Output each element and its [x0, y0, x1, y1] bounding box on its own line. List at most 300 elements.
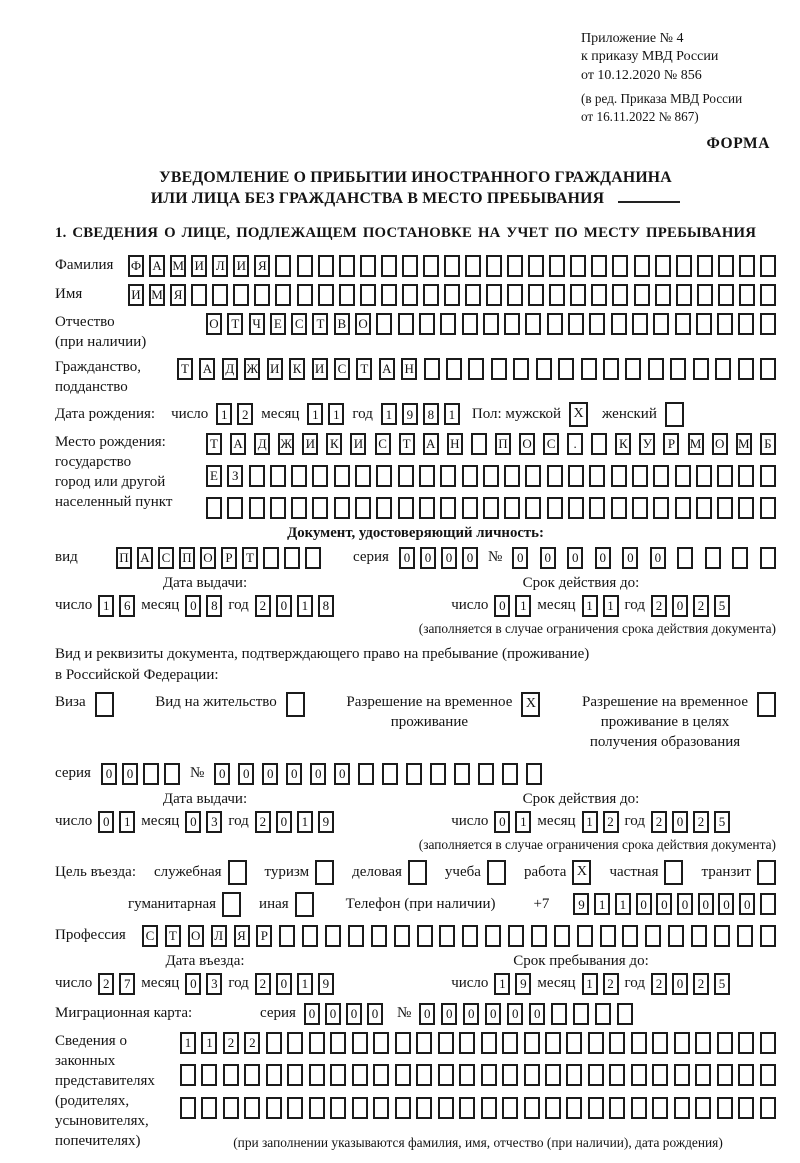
form-cell[interactable]: 1	[582, 973, 598, 995]
temp-edu-permit-checkbox[interactable]	[757, 692, 776, 717]
form-cell[interactable]: М	[149, 284, 165, 306]
form-cell[interactable]: 0	[276, 595, 292, 617]
form-cell[interactable]: М	[688, 433, 704, 455]
form-cell[interactable]	[504, 313, 520, 335]
form-cell[interactable]	[545, 1097, 561, 1119]
form-cell[interactable]: 1	[119, 811, 135, 833]
form-cell[interactable]	[566, 1064, 582, 1086]
form-cell[interactable]: 1	[297, 973, 313, 995]
form-cell[interactable]: 9	[573, 893, 589, 915]
form-cell[interactable]	[373, 1064, 389, 1086]
form-cell[interactable]	[570, 284, 586, 306]
form-cell[interactable]	[395, 1032, 411, 1054]
form-cell[interactable]	[318, 284, 334, 306]
form-cell[interactable]	[609, 1097, 625, 1119]
form-cell[interactable]	[739, 284, 755, 306]
form-cell[interactable]	[588, 1064, 604, 1086]
form-cell[interactable]	[318, 255, 334, 277]
form-cell[interactable]	[254, 284, 270, 306]
form-cell[interactable]	[291, 497, 307, 519]
form-cell[interactable]	[462, 925, 478, 947]
form-cell[interactable]	[525, 465, 541, 487]
form-cell[interactable]: П	[179, 547, 195, 569]
form-cell[interactable]	[591, 433, 607, 455]
form-cell[interactable]: 0	[238, 763, 254, 785]
form-cell[interactable]	[524, 1032, 540, 1054]
form-cell[interactable]	[439, 925, 455, 947]
form-cell[interactable]	[760, 255, 776, 277]
form-cell[interactable]	[201, 1064, 217, 1086]
form-cell[interactable]	[419, 497, 435, 519]
form-cell[interactable]	[180, 1097, 196, 1119]
form-cell[interactable]: 0	[507, 1003, 523, 1025]
form-cell[interactable]	[312, 465, 328, 487]
form-cell[interactable]: А	[423, 433, 439, 455]
form-cell[interactable]: 0	[650, 547, 666, 569]
form-cell[interactable]: Д	[222, 358, 238, 380]
form-cell[interactable]	[330, 1032, 346, 1054]
purpose-tourism-checkbox[interactable]	[315, 860, 334, 885]
form-cell[interactable]: 2	[651, 811, 667, 833]
form-cell[interactable]	[330, 1064, 346, 1086]
form-cell[interactable]	[438, 1097, 454, 1119]
form-cell[interactable]	[611, 497, 627, 519]
form-cell[interactable]: 0	[718, 893, 734, 915]
form-cell[interactable]	[263, 547, 279, 569]
form-cell[interactable]: 0	[463, 1003, 479, 1025]
form-cell[interactable]: 1	[216, 403, 232, 425]
form-cell[interactable]	[334, 497, 350, 519]
form-cell[interactable]: 0	[262, 763, 278, 785]
form-cell[interactable]: 5	[714, 595, 730, 617]
form-cell[interactable]: 0	[462, 547, 478, 569]
form-cell[interactable]	[355, 465, 371, 487]
form-cell[interactable]: 0	[122, 763, 138, 785]
form-cell[interactable]: 1	[98, 595, 114, 617]
form-cell[interactable]: 2	[255, 973, 271, 995]
form-cell[interactable]: 1	[180, 1032, 196, 1054]
form-cell[interactable]	[381, 284, 397, 306]
form-cell[interactable]	[648, 358, 664, 380]
form-cell[interactable]: 0	[98, 811, 114, 833]
form-cell[interactable]	[674, 1032, 690, 1054]
form-cell[interactable]: И	[312, 358, 328, 380]
form-cell[interactable]: 0	[419, 1003, 435, 1025]
form-cell[interactable]	[676, 284, 692, 306]
form-cell[interactable]	[717, 465, 733, 487]
sex-female-checkbox[interactable]	[665, 402, 684, 427]
form-cell[interactable]	[632, 313, 648, 335]
form-cell[interactable]	[738, 465, 754, 487]
form-cell[interactable]	[674, 1064, 690, 1086]
form-cell[interactable]: 2	[98, 973, 114, 995]
form-cell[interactable]	[471, 433, 487, 455]
form-cell[interactable]	[266, 1032, 282, 1054]
residence-permit-checkbox[interactable]	[286, 692, 305, 717]
form-cell[interactable]: 0	[101, 763, 117, 785]
form-cell[interactable]: 0	[672, 811, 688, 833]
form-cell[interactable]	[334, 465, 350, 487]
form-cell[interactable]	[547, 497, 563, 519]
form-cell[interactable]: О	[206, 313, 222, 335]
form-cell[interactable]	[738, 313, 754, 335]
form-cell[interactable]	[465, 284, 481, 306]
form-cell[interactable]	[462, 497, 478, 519]
form-cell[interactable]	[481, 1032, 497, 1054]
form-cell[interactable]	[398, 465, 414, 487]
form-cell[interactable]: 0	[677, 893, 693, 915]
form-cell[interactable]	[718, 255, 734, 277]
form-cell[interactable]	[524, 1064, 540, 1086]
form-cell[interactable]	[573, 1003, 589, 1025]
form-cell[interactable]	[504, 465, 520, 487]
form-cell[interactable]	[558, 358, 574, 380]
form-cell[interactable]	[676, 255, 692, 277]
form-cell[interactable]	[486, 284, 502, 306]
form-cell[interactable]	[419, 465, 435, 487]
form-cell[interactable]	[382, 763, 398, 785]
form-cell[interactable]: Е	[206, 465, 222, 487]
form-cell[interactable]	[695, 1032, 711, 1054]
form-cell[interactable]: К	[289, 358, 305, 380]
form-cell[interactable]: 0	[656, 893, 672, 915]
form-cell[interactable]	[309, 1097, 325, 1119]
visa-checkbox[interactable]	[95, 692, 114, 717]
form-cell[interactable]	[478, 763, 494, 785]
form-cell[interactable]: 2	[693, 973, 709, 995]
form-cell[interactable]: 0	[399, 547, 415, 569]
form-cell[interactable]	[695, 1064, 711, 1086]
form-cell[interactable]	[652, 1097, 668, 1119]
form-cell[interactable]	[406, 763, 422, 785]
form-cell[interactable]: Т	[165, 925, 181, 947]
form-cell[interactable]	[309, 1064, 325, 1086]
form-cell[interactable]	[223, 1097, 239, 1119]
form-cell[interactable]: А	[137, 547, 153, 569]
form-cell[interactable]	[715, 358, 731, 380]
form-cell[interactable]: Ф	[128, 255, 144, 277]
form-cell[interactable]	[266, 1097, 282, 1119]
form-cell[interactable]: А	[199, 358, 215, 380]
form-cell[interactable]: 2	[603, 811, 619, 833]
form-cell[interactable]	[566, 1032, 582, 1054]
form-cell[interactable]	[483, 313, 499, 335]
form-cell[interactable]	[309, 1032, 325, 1054]
form-cell[interactable]	[508, 925, 524, 947]
form-cell[interactable]	[581, 358, 597, 380]
form-cell[interactable]: Е	[270, 313, 286, 335]
form-cell[interactable]	[201, 1097, 217, 1119]
form-cell[interactable]	[483, 465, 499, 487]
form-cell[interactable]: 0	[310, 763, 326, 785]
purpose-transit-checkbox[interactable]	[757, 860, 776, 885]
form-cell[interactable]: Б	[760, 433, 776, 455]
form-cell[interactable]	[465, 255, 481, 277]
form-cell[interactable]	[270, 497, 286, 519]
form-cell[interactable]	[312, 497, 328, 519]
form-cell[interactable]	[568, 497, 584, 519]
form-cell[interactable]	[675, 497, 691, 519]
form-cell[interactable]: 1	[328, 403, 344, 425]
form-cell[interactable]: С	[142, 925, 158, 947]
form-cell[interactable]: 8	[423, 403, 439, 425]
form-cell[interactable]	[502, 1032, 518, 1054]
form-cell[interactable]	[589, 465, 605, 487]
form-cell[interactable]	[760, 1097, 776, 1119]
form-cell[interactable]	[526, 763, 542, 785]
form-cell[interactable]	[545, 1032, 561, 1054]
form-cell[interactable]	[652, 1064, 668, 1086]
form-cell[interactable]	[675, 465, 691, 487]
form-cell[interactable]	[373, 1032, 389, 1054]
form-cell[interactable]	[554, 925, 570, 947]
form-cell[interactable]	[760, 1032, 776, 1054]
form-cell[interactable]	[652, 1032, 668, 1054]
form-cell[interactable]: 2	[693, 811, 709, 833]
form-cell[interactable]	[536, 358, 552, 380]
form-cell[interactable]: 0	[441, 547, 457, 569]
sex-male-checkbox[interactable]: X	[569, 402, 588, 427]
form-cell[interactable]	[603, 358, 619, 380]
form-cell[interactable]	[507, 255, 523, 277]
purpose-private-checkbox[interactable]	[664, 860, 683, 885]
form-cell[interactable]: К	[326, 433, 342, 455]
form-cell[interactable]	[371, 925, 387, 947]
form-cell[interactable]	[717, 1032, 733, 1054]
form-cell[interactable]	[549, 284, 565, 306]
form-cell[interactable]	[444, 284, 460, 306]
form-cell[interactable]	[249, 497, 265, 519]
form-cell[interactable]: Т	[399, 433, 415, 455]
form-cell[interactable]	[717, 497, 733, 519]
form-cell[interactable]: 0	[622, 547, 638, 569]
form-cell[interactable]	[695, 1097, 711, 1119]
form-cell[interactable]	[611, 465, 627, 487]
form-cell[interactable]: 3	[206, 811, 222, 833]
form-cell[interactable]	[440, 465, 456, 487]
form-cell[interactable]	[355, 497, 371, 519]
form-cell[interactable]: 0	[739, 893, 755, 915]
form-cell[interactable]	[507, 284, 523, 306]
form-cell[interactable]: 9	[515, 973, 531, 995]
form-cell[interactable]	[717, 313, 733, 335]
form-cell[interactable]	[670, 358, 686, 380]
form-cell[interactable]: 0	[185, 595, 201, 617]
form-cell[interactable]: 0	[540, 547, 556, 569]
form-cell[interactable]	[738, 497, 754, 519]
form-cell[interactable]: Ж	[278, 433, 294, 455]
form-cell[interactable]: 2	[693, 595, 709, 617]
form-cell[interactable]	[589, 497, 605, 519]
form-cell[interactable]: Я	[170, 284, 186, 306]
form-cell[interactable]	[612, 284, 628, 306]
purpose-other-checkbox[interactable]	[295, 892, 314, 917]
form-cell[interactable]	[524, 1097, 540, 1119]
form-cell[interactable]	[653, 465, 669, 487]
form-cell[interactable]: 0	[346, 1003, 362, 1025]
form-cell[interactable]	[609, 1032, 625, 1054]
form-cell[interactable]: Т	[312, 313, 328, 335]
form-cell[interactable]	[423, 255, 439, 277]
form-cell[interactable]	[416, 1032, 432, 1054]
form-cell[interactable]	[279, 925, 295, 947]
form-cell[interactable]	[291, 465, 307, 487]
form-cell[interactable]: 2	[651, 973, 667, 995]
form-cell[interactable]: 0	[286, 763, 302, 785]
form-cell[interactable]	[325, 925, 341, 947]
form-cell[interactable]	[600, 925, 616, 947]
form-cell[interactable]	[631, 1097, 647, 1119]
form-cell[interactable]: З	[227, 465, 243, 487]
form-cell[interactable]	[424, 358, 440, 380]
form-cell[interactable]	[591, 255, 607, 277]
form-cell[interactable]: 1	[307, 403, 323, 425]
form-cell[interactable]	[402, 255, 418, 277]
form-cell[interactable]	[212, 284, 228, 306]
form-cell[interactable]: 0	[367, 1003, 383, 1025]
form-cell[interactable]: Ч	[249, 313, 265, 335]
form-cell[interactable]: С	[543, 433, 559, 455]
form-cell[interactable]	[591, 284, 607, 306]
form-cell[interactable]: 0	[595, 547, 611, 569]
form-cell[interactable]	[287, 1097, 303, 1119]
form-cell[interactable]: Р	[663, 433, 679, 455]
form-cell[interactable]	[717, 1064, 733, 1086]
form-cell[interactable]	[528, 255, 544, 277]
form-cell[interactable]	[459, 1032, 475, 1054]
form-cell[interactable]: О	[188, 925, 204, 947]
form-cell[interactable]: Н	[447, 433, 463, 455]
form-cell[interactable]: С	[158, 547, 174, 569]
form-cell[interactable]: 1	[615, 893, 631, 915]
form-cell[interactable]	[446, 358, 462, 380]
form-cell[interactable]	[525, 497, 541, 519]
form-cell[interactable]	[668, 925, 684, 947]
form-cell[interactable]: 1	[381, 403, 397, 425]
form-cell[interactable]: 0	[672, 973, 688, 995]
form-cell[interactable]: 1	[444, 403, 460, 425]
form-cell[interactable]	[244, 1064, 260, 1086]
form-cell[interactable]: 0	[698, 893, 714, 915]
form-cell[interactable]: Т	[227, 313, 243, 335]
form-cell[interactable]	[551, 1003, 567, 1025]
form-cell[interactable]: 0	[494, 811, 510, 833]
form-cell[interactable]	[545, 1064, 561, 1086]
form-cell[interactable]	[566, 1097, 582, 1119]
form-cell[interactable]: 1	[297, 811, 313, 833]
form-cell[interactable]	[233, 284, 249, 306]
form-cell[interactable]: А	[379, 358, 395, 380]
form-cell[interactable]	[760, 893, 776, 915]
form-cell[interactable]: 0	[567, 547, 583, 569]
form-cell[interactable]: 5	[714, 811, 730, 833]
form-cell[interactable]	[655, 255, 671, 277]
form-cell[interactable]	[305, 547, 321, 569]
form-cell[interactable]: Л	[212, 255, 228, 277]
form-cell[interactable]: А	[230, 433, 246, 455]
form-cell[interactable]: 1	[201, 1032, 217, 1054]
form-cell[interactable]	[485, 925, 501, 947]
form-cell[interactable]	[693, 358, 709, 380]
form-cell[interactable]: Я	[254, 255, 270, 277]
form-cell[interactable]	[430, 763, 446, 785]
form-cell[interactable]: О	[200, 547, 216, 569]
form-cell[interactable]: М	[170, 255, 186, 277]
form-cell[interactable]	[266, 1064, 282, 1086]
form-cell[interactable]: 9	[318, 811, 334, 833]
form-cell[interactable]	[611, 313, 627, 335]
form-cell[interactable]: 0	[529, 1003, 545, 1025]
form-cell[interactable]	[376, 465, 392, 487]
form-cell[interactable]: 1	[582, 811, 598, 833]
form-cell[interactable]: 2	[237, 403, 253, 425]
form-cell[interactable]	[705, 547, 721, 569]
form-cell[interactable]: 7	[119, 973, 135, 995]
form-cell[interactable]	[677, 547, 693, 569]
purpose-business-checkbox[interactable]	[408, 860, 427, 885]
form-cell[interactable]: С	[291, 313, 307, 335]
form-cell[interactable]	[674, 1097, 690, 1119]
form-cell[interactable]: 2	[244, 1032, 260, 1054]
form-cell[interactable]	[653, 497, 669, 519]
form-cell[interactable]	[223, 1064, 239, 1086]
form-cell[interactable]	[760, 547, 776, 569]
form-cell[interactable]	[760, 284, 776, 306]
form-cell[interactable]	[525, 313, 541, 335]
form-cell[interactable]	[297, 255, 313, 277]
form-cell[interactable]	[738, 1097, 754, 1119]
form-cell[interactable]	[491, 358, 507, 380]
form-cell[interactable]	[589, 313, 605, 335]
form-cell[interactable]	[760, 358, 776, 380]
form-cell[interactable]	[352, 1097, 368, 1119]
form-cell[interactable]: А	[149, 255, 165, 277]
form-cell[interactable]	[696, 465, 712, 487]
form-cell[interactable]: 2	[255, 811, 271, 833]
form-cell[interactable]	[732, 547, 748, 569]
form-cell[interactable]	[454, 763, 470, 785]
form-cell[interactable]: И	[128, 284, 144, 306]
form-cell[interactable]	[691, 925, 707, 947]
form-cell[interactable]	[513, 358, 529, 380]
form-cell[interactable]	[568, 465, 584, 487]
form-cell[interactable]	[402, 284, 418, 306]
form-cell[interactable]	[330, 1097, 346, 1119]
form-cell[interactable]	[438, 1032, 454, 1054]
form-cell[interactable]	[468, 358, 484, 380]
form-cell[interactable]: Р	[256, 925, 272, 947]
form-cell[interactable]: В	[334, 313, 350, 335]
form-cell[interactable]	[568, 313, 584, 335]
form-cell[interactable]	[577, 925, 593, 947]
form-cell[interactable]: 8	[206, 595, 222, 617]
form-cell[interactable]	[244, 1097, 260, 1119]
form-cell[interactable]	[459, 1097, 475, 1119]
purpose-humanitarian-checkbox[interactable]	[222, 892, 241, 917]
form-cell[interactable]: 1	[515, 811, 531, 833]
form-cell[interactable]: 0	[214, 763, 230, 785]
form-cell[interactable]: Я	[234, 925, 250, 947]
form-cell[interactable]	[287, 1032, 303, 1054]
form-cell[interactable]	[531, 925, 547, 947]
form-cell[interactable]: И	[302, 433, 318, 455]
form-cell[interactable]	[547, 465, 563, 487]
form-cell[interactable]	[275, 284, 291, 306]
form-cell[interactable]	[738, 1064, 754, 1086]
form-cell[interactable]	[417, 925, 433, 947]
form-cell[interactable]: 2	[223, 1032, 239, 1054]
form-cell[interactable]	[348, 925, 364, 947]
